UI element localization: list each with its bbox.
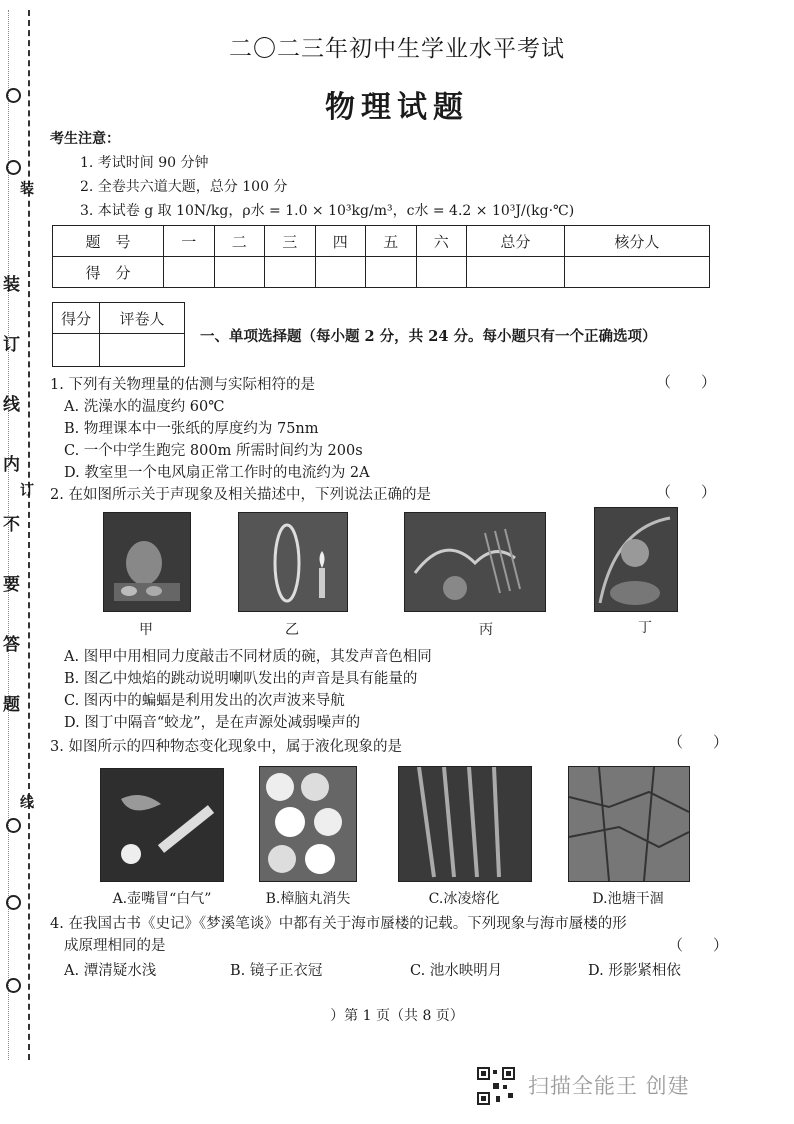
binding-char: 内	[3, 455, 20, 475]
binding-char: 线	[3, 395, 20, 415]
binding-char: 要	[3, 575, 20, 595]
binding-margin	[0, 0, 46, 1124]
q2-image-bing	[404, 512, 546, 612]
q2-image-yi	[238, 512, 348, 612]
score-header-cell: 核分人	[564, 226, 709, 257]
q2-caption: 乙	[285, 622, 299, 638]
page-footer: ）第 1 页（共 8 页）	[330, 1008, 464, 1024]
score-header-cell: 六	[416, 226, 467, 257]
q2-option-a: A. 图甲中用相同力度敲击不同材质的碗，其发声音色相同	[64, 649, 432, 665]
binding-side-char: 线	[20, 795, 34, 811]
notice-item: 2. 全卷共六道大题，总分 100 分	[80, 179, 288, 195]
bat-figure-icon	[405, 513, 545, 611]
q2-caption: 丁	[638, 620, 652, 636]
kettle-steam-figure-icon	[101, 769, 223, 881]
grader-score-label: 得分	[53, 303, 100, 334]
q4-stem-line2: 成原理相同的是	[64, 938, 166, 954]
score-header-cell: 总分	[467, 226, 565, 257]
q2-option-d: D. 图丁中隔音“蛟龙”，是在声源处减弱噪声的	[64, 715, 361, 731]
dry-pond-figure-icon	[569, 767, 689, 881]
notice-item: 3. 本试卷 g 取 10N/kg，ρ水 = 1.0 × 10³kg/m³，c水 = 4.2 × 10³J/(kg·℃)	[80, 203, 575, 219]
binding-char: 装	[3, 275, 20, 295]
icicle-figure-icon	[399, 767, 531, 881]
binding-char: 不	[3, 515, 20, 535]
q2-caption: 丙	[479, 622, 493, 638]
q2-image-ding	[594, 507, 678, 612]
exam-title: 二〇二三年初中生学业水平考试	[229, 36, 565, 62]
score-header-cell: 四	[315, 226, 366, 257]
q2-answer-paren: （ ）	[656, 483, 717, 501]
score-header-cell: 二	[214, 226, 265, 257]
binding-char: 题	[3, 695, 20, 715]
score-table	[52, 225, 710, 288]
grader-box	[52, 302, 185, 367]
q1-stem: 1. 下列有关物理量的估测与实际相符的是	[50, 377, 315, 393]
score-header-cell: 五	[366, 226, 417, 257]
q1-option-b: B. 物理课本中一张纸的厚度约为 75nm	[64, 421, 319, 437]
binding-side-char: 订	[20, 483, 34, 499]
score-table-header-row	[53, 226, 710, 257]
q4-option-d: D. 形影紧相依	[588, 963, 681, 979]
score-cell	[265, 257, 316, 288]
q3-image-a	[100, 768, 224, 882]
q3-image-c	[398, 766, 532, 882]
score-cell	[416, 257, 467, 288]
q4-option-c: C. 池水映明月	[410, 963, 503, 979]
notice-item: 1. 考试时间 90 分钟	[80, 155, 209, 171]
subject-title: 物理试题	[325, 90, 469, 125]
grader-name-label: 评卷人	[100, 303, 185, 334]
score-cell	[366, 257, 417, 288]
q2-stem: 2. 在如图所示关于声现象及相关描述中，下列说法正确的是	[50, 487, 431, 503]
score-header-cell: 题 号	[53, 226, 164, 257]
binding-char: 答	[3, 635, 20, 655]
dragon-shield-figure-icon	[595, 508, 677, 611]
bowls-figure-icon	[104, 513, 190, 611]
score-cell	[564, 257, 709, 288]
score-row-label: 得 分	[53, 257, 164, 288]
q4-answer-paren: （ ）	[668, 936, 729, 954]
scanner-watermark: 扫描全能王 创建	[528, 1074, 690, 1098]
binding-dashed-line	[28, 10, 30, 1060]
score-cell	[164, 257, 215, 288]
binding-hole-icon	[6, 818, 21, 833]
binding-hole-icon	[6, 160, 21, 175]
q1-answer-paren: （ ）	[656, 373, 717, 391]
score-header-cell: 三	[265, 226, 316, 257]
q3-image-d	[568, 766, 690, 882]
score-cell	[467, 257, 565, 288]
q1-option-d: D. 教室里一个电风扇正常工作时的电流约为 2A	[64, 465, 370, 481]
q2-option-c: C. 图丙中的蝙蝠是利用发出的次声波来导航	[64, 693, 345, 709]
score-cell	[214, 257, 265, 288]
grader-score-cell	[53, 334, 100, 367]
speaker-candle-figure-icon	[239, 513, 347, 611]
q3-caption: A.壶嘴冒“白气”	[112, 891, 212, 907]
q2-image-jia	[103, 512, 191, 612]
q1-option-c: C. 一个中学生跑完 800m 所需时间约为 200s	[64, 443, 363, 459]
q1-option-a: A. 洗澡水的温度约 60℃	[64, 399, 225, 415]
binding-side-char: 装	[20, 181, 34, 197]
q3-caption: B.樟脑丸消失	[265, 891, 351, 907]
q2-option-b: B. 图乙中烛焰的跳动说明喇叭发出的声音是具有能量的	[64, 671, 418, 687]
notice-heading: 考生注意：	[50, 131, 120, 147]
q3-image-b	[259, 766, 357, 882]
qr-code-icon	[476, 1066, 516, 1106]
binding-char: 订	[3, 335, 20, 355]
mothballs-figure-icon	[260, 767, 356, 881]
q4-option-b: B. 镜子正衣冠	[230, 963, 323, 979]
grader-name-cell	[100, 334, 185, 367]
q3-answer-paren: （ ）	[668, 733, 729, 751]
binding-hole-icon	[6, 978, 21, 993]
binding-hole-icon	[6, 895, 21, 910]
q4-stem-line1: 4. 在我国古书《史记》《梦溪笔谈》中都有关于海市蜃楼的记载。下列现象与海市蜃楼的形	[50, 916, 627, 932]
q3-stem: 3. 如图所示的四种物态变化现象中，属于液化现象的是	[50, 739, 402, 755]
section1-title: 一、单项选择题（每小题 2 分，共 24 分。每小题只有一个正确选项）	[200, 328, 657, 345]
score-header-cell: 一	[164, 226, 215, 257]
score-cell	[315, 257, 366, 288]
q2-caption: 甲	[139, 622, 153, 638]
score-table-score-row	[53, 257, 710, 288]
q3-caption: C.冰凌熔化	[428, 891, 500, 907]
q4-option-a: A. 潭清疑水浅	[64, 963, 157, 979]
q3-caption: D.池塘干涸	[592, 891, 664, 907]
